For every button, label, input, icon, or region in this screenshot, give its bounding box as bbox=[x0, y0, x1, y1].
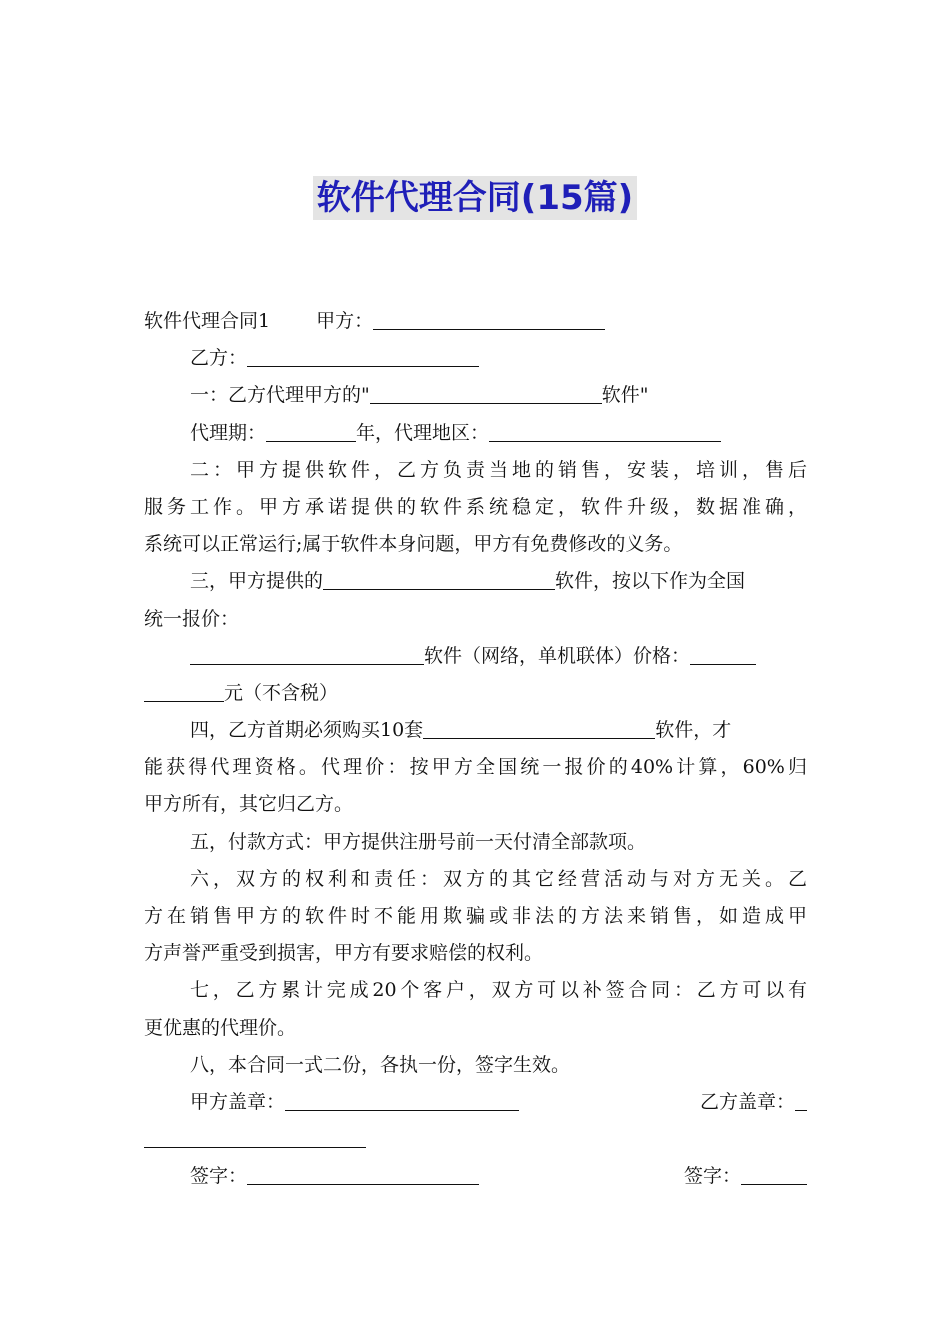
clause-3-software-blank bbox=[323, 565, 555, 590]
sign-line bbox=[144, 1158, 807, 1195]
sign-b-blank bbox=[741, 1160, 807, 1185]
sign-a-label: 签字： bbox=[190, 1165, 248, 1188]
seal-b-blank-a bbox=[795, 1086, 807, 1111]
seal-b-blank-b bbox=[144, 1123, 366, 1148]
sign-b-label: 签字： bbox=[683, 1165, 741, 1188]
clause-6-line-1: 六，双方的权利和责任：双方的其它经营活动与对方无关。乙 bbox=[190, 867, 807, 890]
party-b-line bbox=[144, 340, 807, 377]
seal-b-label: 乙方盖章： bbox=[699, 1090, 795, 1113]
price-unit: 元（不含税） bbox=[224, 681, 339, 704]
price-blank-b bbox=[144, 677, 224, 702]
clause-1-text-a: 一：乙方代理甲方的" bbox=[190, 384, 370, 407]
clause-4-software-blank bbox=[423, 714, 655, 739]
price-line-1 bbox=[144, 638, 807, 675]
sign-a-group bbox=[190, 1158, 479, 1195]
clause-7-line-2: 更优惠的代理价。 bbox=[144, 1016, 297, 1039]
price-blank-a bbox=[690, 640, 756, 665]
clause-1-text-b: 软件" bbox=[601, 384, 649, 407]
clause-3-text-a: 三，甲方提供的 bbox=[190, 570, 324, 593]
party-b-label: 乙方： bbox=[190, 347, 248, 370]
seal-a-label: 甲方盖章： bbox=[190, 1090, 286, 1113]
clause-4-line-3: 甲方所有，其它归乙方。 bbox=[144, 793, 354, 816]
clause-2-line-1: 二：甲方提供软件，乙方负责当地的销售，安装，培训，售后 bbox=[190, 458, 807, 481]
sign-a-blank bbox=[247, 1160, 479, 1185]
clause-4-text-a: 四，乙方首期必须购买10套 bbox=[190, 719, 424, 742]
clause-4-line-2: 能获得代理资格。代理价：按甲方全国统一报价的40%计算，60%归 bbox=[144, 756, 807, 779]
seal-continuation-line bbox=[144, 1121, 807, 1158]
period-label: 代理期： bbox=[190, 421, 267, 444]
period-blank bbox=[266, 417, 356, 442]
clause-4-line-1 bbox=[144, 712, 807, 749]
seal-line bbox=[144, 1084, 807, 1121]
clause-3-line-2: 统一报价： bbox=[144, 607, 240, 630]
price-label: 软件（网络，单机联体）价格： bbox=[424, 644, 691, 667]
seal-b-group bbox=[700, 1084, 807, 1121]
clause-4-text-b: 软件，才 bbox=[655, 719, 732, 742]
clause-5: 五，付款方式：甲方提供注册号前一天付清全部款项。 bbox=[190, 830, 647, 853]
sign-b-group bbox=[684, 1158, 807, 1195]
clause-6-line-3: 方声誉严重受到损害，甲方有要求赔偿的权利。 bbox=[144, 942, 544, 965]
clause-2-line-3: 系统可以正常运行;属于软件本身问题，甲方有免费修改的义务。 bbox=[144, 533, 683, 556]
document-title: 软件代理合同(15篇) bbox=[313, 176, 637, 220]
seal-a-blank bbox=[285, 1086, 519, 1111]
seal-a-group bbox=[190, 1084, 519, 1121]
software-name-blank bbox=[370, 379, 602, 404]
price-software-blank bbox=[190, 640, 424, 665]
clause-2-line-2: 服务工作。甲方承诺提供的软件系统稳定，软件升级，数据准确， bbox=[144, 495, 807, 518]
clause-8: 八，本合同一式二份，各执一份，签字生效。 bbox=[190, 1053, 571, 1076]
price-line-2 bbox=[144, 675, 807, 712]
party-a-blank bbox=[373, 305, 605, 330]
agency-period-line bbox=[144, 415, 807, 452]
contract-label: 软件代理合同1 bbox=[144, 310, 271, 332]
clause-6-line-2: 方在销售甲方的软件时不能用欺骗或非法的方法来销售，如造成甲 bbox=[144, 905, 807, 927]
contract-body bbox=[144, 303, 807, 1196]
region-label: 年，代理地区： bbox=[356, 421, 490, 444]
clause-7-line-1: 七，乙方累计完成20个客户，双方可以补签合同：乙方可以有 bbox=[190, 979, 807, 1002]
clause-3-line-1 bbox=[144, 563, 807, 600]
region-blank bbox=[489, 417, 721, 442]
party-a-label: 甲方： bbox=[316, 310, 374, 332]
contract-heading-line bbox=[144, 303, 807, 340]
title-container bbox=[0, 176, 950, 220]
party-b-blank bbox=[247, 342, 479, 367]
clause-1 bbox=[144, 377, 807, 414]
clause-3-text-b: 软件，按以下作为全国 bbox=[555, 570, 746, 593]
